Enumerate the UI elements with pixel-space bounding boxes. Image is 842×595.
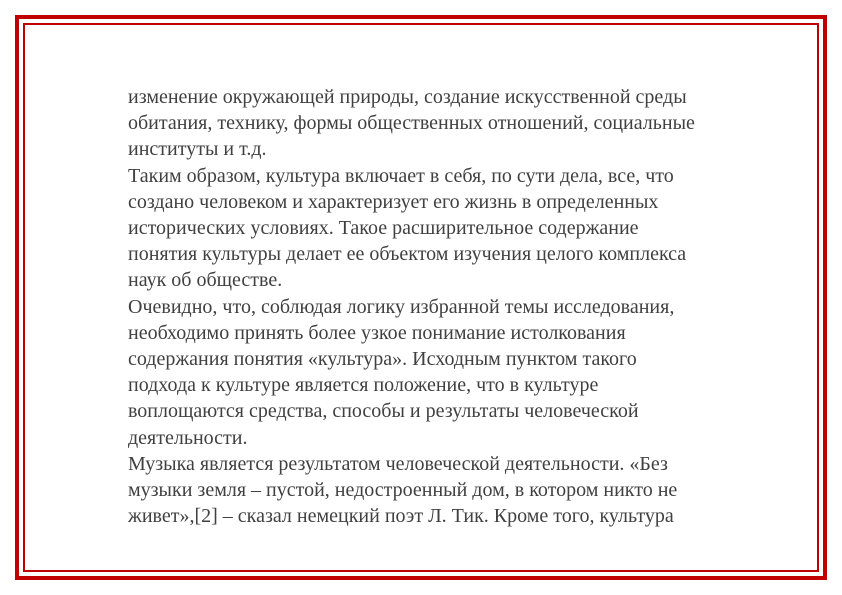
text-line: музыки земля – пустой, недостроенный дом, в котором никто не	[128, 479, 678, 502]
text-line: исторических условиях. Такое расширительное содержание	[128, 217, 639, 240]
text-line: наук об обществе.	[128, 269, 283, 292]
text-line: Таким образом, культура включает в себя, по сути дела, все, что	[128, 164, 674, 187]
text-line: обитания, технику, формы общественных отношений, социальные	[128, 112, 695, 135]
text-line: Музыка является результатом человеческой деятельности. «Без	[128, 452, 668, 475]
text-line: изменение окружающей природы, создание искусственной среды	[128, 86, 687, 108]
text-line: воплощаются средства, способы и результаты человеческой	[128, 400, 639, 423]
text-line: содержания понятия «культура». Исходным пунктом такого	[128, 348, 637, 371]
text-line: необходимо принять более узкое понимание истолкования	[128, 321, 626, 344]
text-line: живет»,[2] – сказал немецкий поэт Л. Тик. Кроме того, культура	[128, 505, 674, 528]
text-line: понятия культуры делает ее объектом изучения целого комплекса	[128, 243, 687, 266]
slide-text-body	[128, 84, 768, 529]
text-line: подхода к культуре является положение, что в культуре	[128, 374, 599, 397]
text-line: создано человеком и характеризует его жизнь в определенных	[128, 190, 659, 213]
text-line: институты и т.д.	[128, 138, 267, 161]
text-line: Очевидно, что, соблюдая логику избранной темы исследования,	[128, 295, 675, 318]
text-line: деятельности.	[128, 426, 248, 449]
